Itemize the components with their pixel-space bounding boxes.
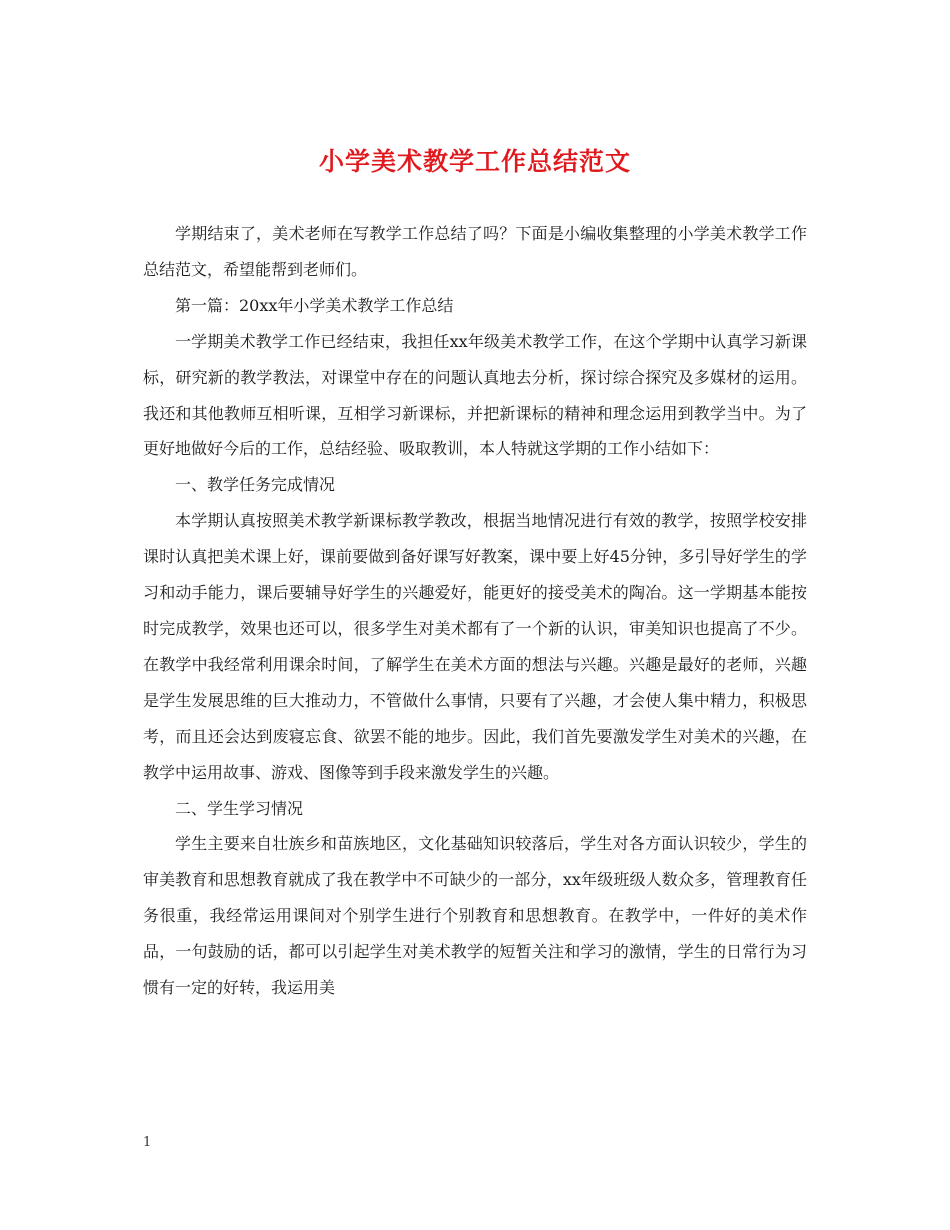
intro-paragraph: 学期结束了，美术老师在写教学工作总结了吗？下面是小编收集整理的小学美术教学工作总结范文，希望能帮到老师们。 [143, 224, 807, 279]
document-title: 小学美术教学工作总结范文 [318, 147, 631, 176]
section-heading-part-one: 第一篇：20xx年小学美术教学工作总结 [175, 295, 454, 315]
section-heading-teaching-tasks: 一、教学任务完成情况 [175, 475, 336, 495]
body-paragraph: 本学期认真按照美术教学新课标教学教改，根据当地情况进行有效的教学，按照学校安排课时认真把美术课上好，课前要做到备好课写好教案，课中要上好45分钟，多引导好学生的学习和动手能力，课后要辅导好学生的兴趣爱好，能更好的接受美术的陶冶。这一学期基本能按时完成教学，效果也还可以，很多学生对美术都有了一个新的认识，审美知识也提高了不少。在教学中我经常利用课余时间，了解学生在美术方面的想法与兴趣。兴趣是最好的老师，兴趣是学生发展思维的巨大推动力，不管做什么事情，只要有了兴趣，才会使人集中精力，积极思考，而且还会达到废寝忘食、欲罢不能的地步。因此，我们首先要激发学生对美术的兴趣，在教学中运用故事、游戏、图像等到手段来激发学生的兴趣。 [143, 511, 807, 782]
section-heading-student-learning: 二、学生学习情况 [175, 798, 304, 818]
page-number: 1 [143, 1135, 152, 1150]
body-paragraph: 学生主要来自壮族乡和苗族地区，文化基础知识较落后，学生对各方面认识较少，学生的审美教育和思想教育就成了我在教学中不可缺少的一部分，xx年级班级人数众多，管理教育任务很重，我经常运用课间对个别学生进行个别教育和思想教育。在教学中，一件好的美术作品，一句鼓励的话，都可以引起学生对美术教学的短暂关注和学习的激情，学生的日常行为习惯有一定的好转，我运用美 [143, 834, 807, 998]
body-paragraph: 一学期美术教学工作已经结束，我担任xx年级美术教学工作，在这个学期中认真学习新课标，研究新的教学教法，对课堂中存在的问题认真地去分析，探讨综合探究及多媒材的运用。我还和其他教师互相听课，互相学习新课标，并把新课标的精神和理念运用到教学当中。为了更好地做好今后的工作，总结经验、吸取教训，本人特就这学期的工作小结如下： [143, 331, 807, 459]
document-body [143, 216, 807, 1006]
